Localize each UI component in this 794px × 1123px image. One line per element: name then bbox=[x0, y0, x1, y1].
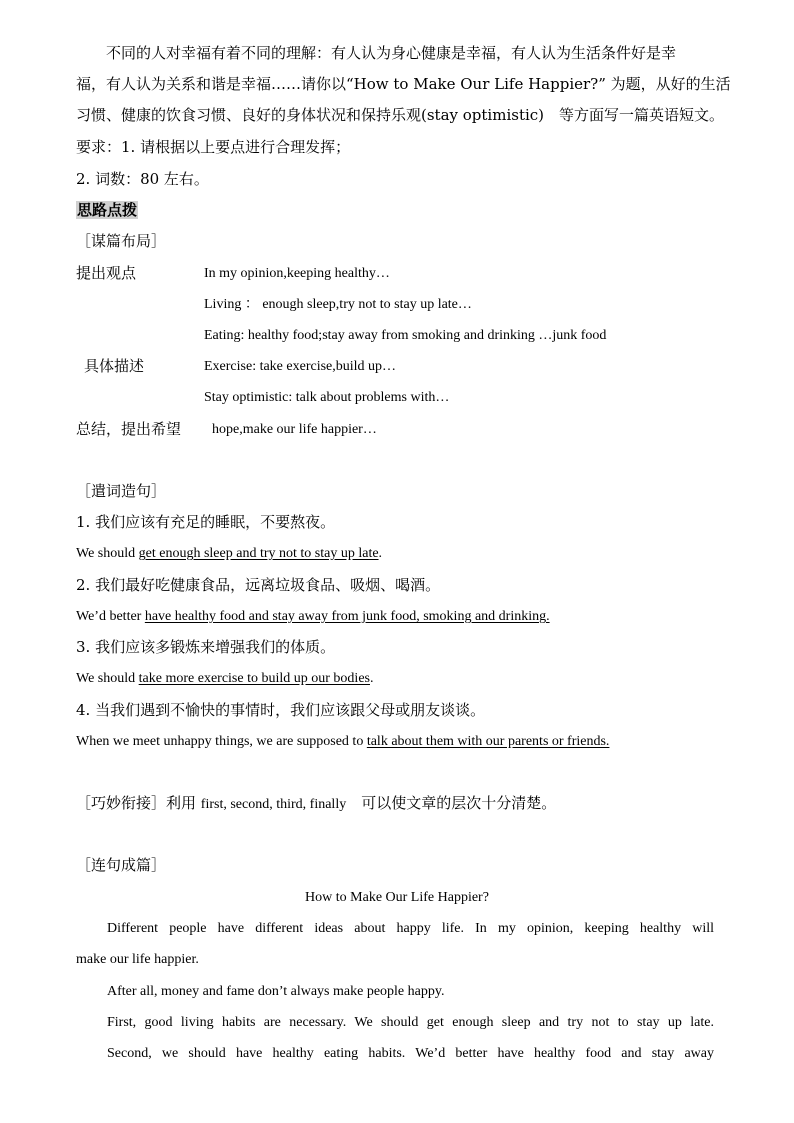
outline-living: Living ： enough sleep,try not to stay up late… bbox=[204, 297, 472, 312]
outline-label-summary: 总结，提出希望 bbox=[76, 420, 182, 438]
sentence-1-cn: 1. 我们应该有充足的睡眠，不要熬夜。 bbox=[76, 513, 336, 531]
sentence-2-cn: 2. 我们最好吃健康食品，远离垃圾食品、吸烟、喝酒。 bbox=[76, 576, 441, 594]
intro-line-4: 要求：1. 请根据以上要点进行合理发挥； bbox=[76, 138, 351, 156]
sentence-1-en bbox=[76, 545, 382, 563]
intro-line-5: 2. 词数：80 左右。 bbox=[76, 170, 209, 188]
essay-p2: After all, money and fame don’t always make people happy. bbox=[107, 984, 445, 999]
sentence-2-answer: have healthy food and stay away from junk food, smoking and drinking. bbox=[144, 609, 550, 624]
outline-exercise: Exercise: take exercise,build up… bbox=[204, 359, 397, 374]
essay-p3: First, good living habits are necessary. We should get enough sleep and try not to stay up late. bbox=[107, 1015, 714, 1030]
layout-heading: ［谋篇布局］ bbox=[76, 232, 167, 250]
sentence-3-prefix: We should bbox=[76, 671, 139, 686]
sentence-1-prefix: We should bbox=[76, 546, 139, 561]
tips-heading bbox=[76, 201, 138, 219]
sentence-2-en bbox=[76, 608, 550, 626]
outline-eating: Eating: healthy food;stay away from smoking and drinking …junk food bbox=[204, 328, 607, 343]
outline-hope: hope,make our life happier… bbox=[212, 422, 377, 437]
intro-line-3: 习惯、健康的饮食习惯、良好的身体状况和保持乐观(stay optimistic) 等方面写一篇英语短文。 bbox=[76, 106, 725, 124]
transition-text-cn1: 利用 bbox=[166, 794, 201, 812]
outline-label-details: 具体描述 bbox=[84, 357, 145, 375]
sentence-1-answer: get enough sleep and try not to stay up late bbox=[138, 546, 379, 561]
outline-optimistic: Stay optimistic: talk about problems with… bbox=[204, 390, 450, 405]
wording-heading: ［遣词造句］ bbox=[76, 482, 167, 500]
transition-line bbox=[76, 794, 556, 814]
essay-p4: Second, we should have healthy eating habits. We’d better have healthy food and stay away bbox=[107, 1046, 714, 1061]
sentence-4-cn: 4. 当我们遇到不愉快的事情时，我们应该跟父母或朋友谈谈。 bbox=[76, 701, 486, 719]
outline-opinion: In my opinion,keeping healthy… bbox=[204, 266, 390, 281]
sentence-3-answer: take more exercise to build up our bodies bbox=[138, 671, 370, 686]
transition-text-en: first, second, third, finally bbox=[200, 797, 347, 812]
transition-heading: ［巧妙衔接］ bbox=[76, 794, 167, 812]
outline-label-viewpoint: 提出观点 bbox=[76, 264, 137, 282]
essay-heading: ［连句成篇］ bbox=[76, 856, 167, 874]
sentence-2-prefix: We’d better bbox=[76, 609, 145, 624]
sentence-4-prefix: When we meet unhappy things, we are supposed to bbox=[76, 734, 367, 749]
intro-line-1: 不同的人对幸福有着不同的理解：有人认为身心健康是幸福，有人认为生活条件好是幸 bbox=[106, 44, 677, 62]
sentence-3-en bbox=[76, 670, 373, 688]
tips-heading-text: 思路点拨 bbox=[77, 201, 138, 219]
essay-p1-line1: Different people have different ideas about happy life. In my opinion, keeping healthy will bbox=[107, 921, 714, 936]
sentence-3-cn: 3. 我们应该多锻炼来增强我们的体质。 bbox=[76, 638, 336, 656]
essay-p1-line2: make our life happier. bbox=[76, 952, 199, 967]
transition-text-cn2: 可以使文章的层次十分清楚。 bbox=[346, 794, 557, 812]
sentence-4-en bbox=[76, 733, 609, 751]
sentence-4-answer: talk about them with our parents or friends. bbox=[366, 734, 610, 749]
sentence-3-suffix: . bbox=[369, 671, 374, 686]
intro-line-2: 福，有人认为关系和谐是幸福……请你以“How to Make Our Life Happier?” 为题，从好的生活 bbox=[76, 75, 731, 93]
essay-title: How to Make Our Life Happier? bbox=[305, 890, 489, 905]
sentence-1-suffix: . bbox=[378, 546, 383, 561]
